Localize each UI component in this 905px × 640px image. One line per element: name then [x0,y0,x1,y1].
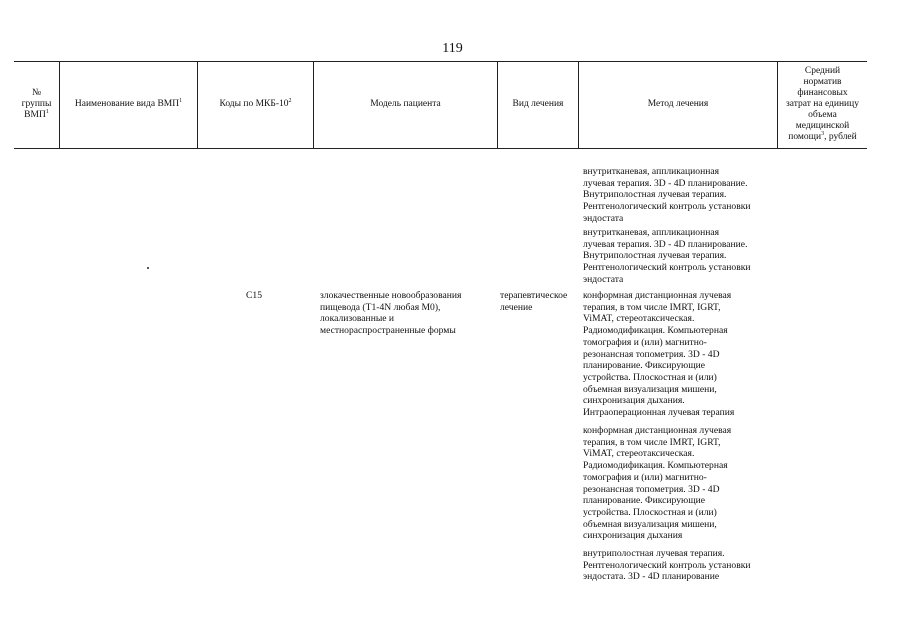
treatment-type-cell: терапевтическое лечение [500,290,568,313]
method-block-1: внутритканевая, аппликационная лучевая терапия. 3D - 4D планирование. Внутриполостная лучевая терапия. Рентгенологический контроль установки эндостата [583,166,751,224]
header-treatment-type [498,61,578,148]
header-cost-norm [778,61,867,148]
footnote-mark: 1 [45,108,49,115]
header-cost-norm-text: Средний норматив финансовых затрат на единицу объема медицинской помощи [786,66,859,142]
method-block-4: конформная дистанционная лучевая терапия, в том числе IMRT, IGRT, ViMAT, стереотаксическая. Радиомодификация. Компьютерная томография и (или) магнитно- резонансная топометрия. 3D - 4D планирование. Фиксирующие устройства. Плоскостная и (или) объемная визуализация мишени, синхронизация дыхания [583,425,732,542]
page-number: 119 [442,41,463,56]
footnote-mark: 2 [288,97,292,104]
header-treatment-type-text: Вид лечения [512,99,564,109]
header-patient-model-text: Модель пациента [370,99,441,109]
header-treatment-method [579,61,777,148]
header-patient-model [314,61,497,148]
header-treatment-method-text: Метод лечения [647,99,709,109]
icd-code-cell: С15 [246,290,262,301]
header-cost-norm-unit: , рублей [824,132,857,142]
footnote-mark: 1 [179,97,183,104]
header-icd-codes [198,61,313,148]
header-group-number-text: № группы ВМП [21,88,52,120]
header-icd-codes-text: Коды по МКБ-10 [219,99,289,109]
stray-mark [147,267,149,269]
footnote-mark: 3 [821,130,825,137]
header-group-number [14,61,59,148]
table-header-bottom-border [14,148,867,149]
method-block-5: внутриполостная лучевая терапия. Рентгенологический контроль установки эндостата. 3D - 4D планирование [583,548,751,583]
header-vmp-name-text: Наименование вида ВМП [74,99,180,109]
patient-model-cell: злокачественные новообразования пищевода (Т1-4N любая М0), локализованные и местнораспространенные формы [320,290,462,337]
method-block-3: конформная дистанционная лучевая терапия, в том числе IMRT, IGRT, ViMAT, стереотаксическая. Радиомодификация. Компьютерная томография и (или) магнитно- резонансная топометрия. 3D - 4D планирование. Фиксирующие устройства. Плоскостная и (или) объемная визуализация мишени, синхронизация дыхания. Интраоперационная лучевая терапия [583,290,735,419]
method-block-2: внутритканевая, аппликационная лучевая терапия. 3D - 4D планирование. Внутриполостная лучевая терапия. Рентгенологический контроль установки эндостата [583,227,751,285]
header-vmp-name [60,61,197,148]
